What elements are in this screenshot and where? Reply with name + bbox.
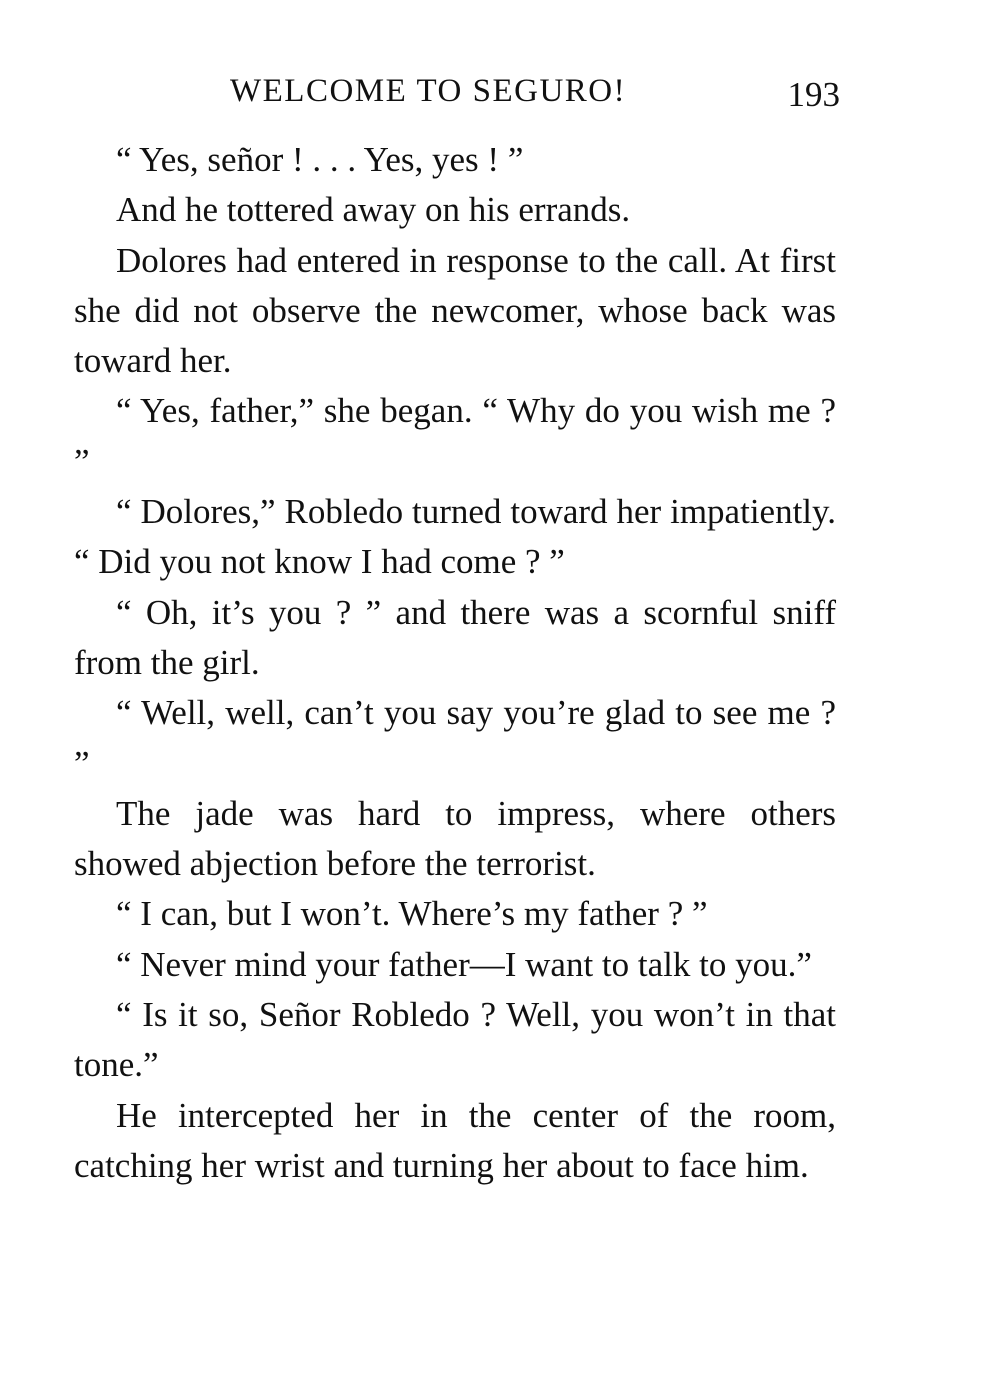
paragraph: “ Oh, it’s you ? ” and there was a scornful sniff from the girl. [74, 592, 836, 682]
body-text [74, 135, 836, 1191]
paragraph: And he tottered away on his errands. [116, 190, 631, 230]
paragraph: “ Yes, señor ! . . . Yes, yes ! ” [116, 140, 524, 179]
page-number: 193 [787, 75, 840, 114]
paragraph: “ Is it so, Señor Robledo ? Well, you won’t in that tone.” [74, 995, 836, 1085]
paragraph: “ Never mind your father—I want to talk to you.” [116, 944, 812, 984]
running-title: WELCOME TO SEGURO! [230, 73, 627, 109]
paragraph: “ Dolores,” Robledo turned toward her impatiently. “ Did you not know I had come ? ” [74, 492, 836, 582]
paragraph: Dolores had entered in response to the call. At first she did not observe the newcomer, whose back was toward her. [74, 240, 836, 381]
paragraph: He intercepted her in the center of the room, catching her wrist and turning her about to face him. [74, 1095, 836, 1185]
paragraph: “ I can, but I won’t. Where’s my father ? ” [116, 894, 708, 934]
paragraph: The jade was hard to impress, where others showed abjection before the terrorist. [74, 793, 836, 884]
page-header [76, 66, 840, 116]
paragraph: “ Yes, father,” she began. “ Why do you wish me ? ” [74, 391, 836, 481]
paragraph: “ Well, well, can’t you say you’re glad to see me ? ” [74, 693, 836, 783]
